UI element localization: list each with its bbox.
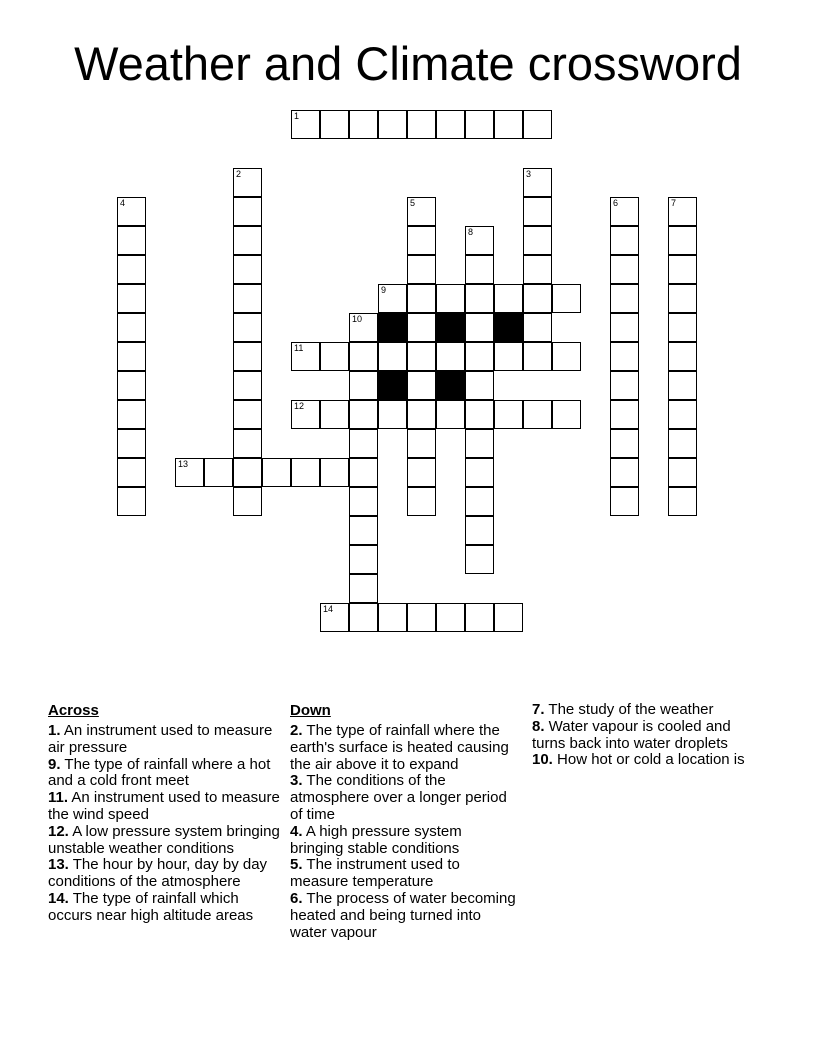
clue-item bbox=[532, 719, 758, 753]
grid-cell[interactable] bbox=[610, 342, 639, 371]
grid-block-cell bbox=[494, 313, 523, 342]
grid-cell[interactable] bbox=[378, 284, 407, 313]
grid-cell[interactable] bbox=[233, 487, 262, 516]
grid-block-cell bbox=[436, 371, 465, 400]
grid-cell[interactable] bbox=[552, 284, 581, 313]
clue-item bbox=[48, 891, 284, 925]
clue-item-text: An instrument used to measure the wind speed bbox=[48, 789, 280, 823]
clue-item-number: 7. bbox=[532, 701, 545, 718]
clue-item bbox=[532, 702, 758, 719]
grid-cell[interactable] bbox=[436, 284, 465, 313]
grid-cell[interactable] bbox=[407, 458, 436, 487]
grid-cell[interactable] bbox=[320, 458, 349, 487]
grid-cell[interactable] bbox=[407, 284, 436, 313]
grid-cell[interactable] bbox=[233, 400, 262, 429]
grid-cell[interactable] bbox=[407, 429, 436, 458]
grid-cell[interactable] bbox=[349, 371, 378, 400]
grid-cell[interactable] bbox=[378, 400, 407, 429]
clue-item bbox=[290, 857, 516, 891]
grid-cell[interactable] bbox=[668, 371, 697, 400]
clue-item-number: 11. bbox=[48, 789, 69, 807]
grid-cell[interactable] bbox=[175, 458, 204, 487]
grid-cell[interactable] bbox=[523, 226, 552, 255]
clue-item-text: The type of rainfall where a hot and a cold front meet bbox=[48, 755, 271, 790]
clue-number: 2 bbox=[236, 169, 242, 179]
clue-item-text: Water vapour is cooled and turns back into water droplets bbox=[532, 717, 731, 752]
grid-cell[interactable] bbox=[668, 342, 697, 371]
grid-cell[interactable] bbox=[668, 284, 697, 313]
down-clues bbox=[290, 702, 516, 956]
grid-cell[interactable] bbox=[465, 487, 494, 516]
grid-cell[interactable] bbox=[668, 429, 697, 458]
grid-cell[interactable] bbox=[233, 168, 262, 197]
grid-cell[interactable] bbox=[465, 545, 494, 574]
clue-item bbox=[290, 723, 516, 773]
grid-cell[interactable] bbox=[436, 603, 465, 632]
grid-cell[interactable] bbox=[407, 487, 436, 516]
grid-cell[interactable] bbox=[407, 110, 436, 139]
clue-item-number: 9. bbox=[48, 755, 61, 773]
grid-cell[interactable] bbox=[523, 313, 552, 342]
grid-cell[interactable] bbox=[465, 516, 494, 545]
clue-item-text: The type of rainfall which occurs near high altitude areas bbox=[48, 889, 254, 924]
grid-cell[interactable] bbox=[233, 371, 262, 400]
grid-cell[interactable] bbox=[465, 400, 494, 429]
grid-cell[interactable] bbox=[523, 110, 552, 139]
clue-item bbox=[290, 891, 516, 941]
clue-item-number: 2. bbox=[290, 722, 303, 739]
grid-block-cell bbox=[378, 371, 407, 400]
grid-cell[interactable] bbox=[552, 400, 581, 429]
clue-number: 10 bbox=[352, 314, 363, 324]
grid-cell[interactable] bbox=[610, 458, 639, 487]
clue-number: 4 bbox=[120, 198, 126, 208]
clue-item-text: The conditions of the atmosphere over a longer period of time bbox=[290, 772, 507, 823]
clue-item bbox=[48, 757, 284, 791]
grid-cell[interactable] bbox=[349, 545, 378, 574]
grid-cell[interactable] bbox=[349, 516, 378, 545]
grid-cell[interactable] bbox=[117, 400, 146, 429]
grid-cell[interactable] bbox=[436, 400, 465, 429]
grid-cell[interactable] bbox=[407, 197, 436, 226]
grid-cell[interactable] bbox=[204, 458, 233, 487]
grid-cell[interactable] bbox=[610, 487, 639, 516]
grid-cell[interactable] bbox=[349, 574, 378, 603]
grid-cell[interactable] bbox=[465, 371, 494, 400]
grid-cell[interactable] bbox=[610, 371, 639, 400]
grid-cell[interactable] bbox=[465, 342, 494, 371]
grid-cell[interactable] bbox=[117, 429, 146, 458]
grid-cell[interactable] bbox=[465, 255, 494, 284]
grid-cell[interactable] bbox=[668, 487, 697, 516]
grid-cell[interactable] bbox=[465, 458, 494, 487]
grid-cell[interactable] bbox=[349, 458, 378, 487]
clue-number: 13 bbox=[178, 459, 189, 469]
grid-cell[interactable] bbox=[668, 313, 697, 342]
grid-cell[interactable] bbox=[610, 429, 639, 458]
clue-number: 6 bbox=[613, 198, 619, 208]
clue-item bbox=[532, 752, 758, 769]
grid-cell[interactable] bbox=[233, 255, 262, 284]
grid-cell[interactable] bbox=[320, 400, 349, 429]
clue-item bbox=[48, 857, 284, 891]
clue-number: 12 bbox=[294, 401, 305, 411]
clue-item-number: 5. bbox=[290, 856, 303, 874]
clue-item bbox=[48, 723, 284, 757]
grid-cell[interactable] bbox=[465, 429, 494, 458]
clue-item-text: The instrument used to measure temperature bbox=[290, 856, 460, 891]
grid-cell[interactable] bbox=[552, 342, 581, 371]
grid-cell[interactable] bbox=[523, 197, 552, 226]
grid-cell[interactable] bbox=[349, 487, 378, 516]
grid-cell[interactable] bbox=[610, 284, 639, 313]
grid-cell[interactable] bbox=[320, 603, 349, 632]
grid-cell[interactable] bbox=[407, 313, 436, 342]
clue-number: 9 bbox=[381, 285, 387, 295]
grid-cell[interactable] bbox=[291, 400, 320, 429]
clue-number: 5 bbox=[410, 198, 416, 208]
across-clue-list bbox=[48, 723, 284, 925]
clue-item-text: The type of rainfall where the earth's surface is heated causing the air above it to expand bbox=[290, 722, 509, 773]
grid-cell[interactable] bbox=[320, 342, 349, 371]
clue-item-number: 1. bbox=[48, 722, 61, 739]
clue-item bbox=[48, 824, 284, 858]
grid-cell[interactable] bbox=[349, 429, 378, 458]
grid-cell[interactable] bbox=[668, 226, 697, 255]
grid-cell[interactable] bbox=[523, 342, 552, 371]
clue-item-number: 14. bbox=[48, 889, 69, 907]
grid-cell[interactable] bbox=[610, 400, 639, 429]
grid-cell[interactable] bbox=[349, 400, 378, 429]
grid-cell[interactable] bbox=[668, 458, 697, 487]
clue-item-number: 4. bbox=[290, 822, 303, 840]
grid-cell[interactable] bbox=[407, 342, 436, 371]
grid-cell[interactable] bbox=[610, 313, 639, 342]
grid-cell[interactable] bbox=[610, 255, 639, 284]
grid-cell[interactable] bbox=[291, 458, 320, 487]
grid-cell[interactable] bbox=[436, 110, 465, 139]
grid-cell[interactable] bbox=[668, 255, 697, 284]
grid-cell[interactable] bbox=[233, 429, 262, 458]
clue-item-number: 8. bbox=[532, 717, 545, 735]
grid-cell[interactable] bbox=[523, 284, 552, 313]
grid-cell[interactable] bbox=[465, 110, 494, 139]
grid-cell[interactable] bbox=[117, 284, 146, 313]
grid-block-cell bbox=[436, 313, 465, 342]
down-clue-list-continued bbox=[532, 702, 758, 769]
grid-cell[interactable] bbox=[494, 342, 523, 371]
clue-number: 7 bbox=[671, 198, 677, 208]
clue-number: 11 bbox=[294, 343, 304, 353]
grid-cell[interactable] bbox=[233, 226, 262, 255]
grid-cell[interactable] bbox=[233, 458, 262, 487]
clue-item-number: 12. bbox=[48, 822, 69, 840]
clue-item-text: How hot or cold a location is bbox=[552, 751, 745, 769]
grid-cell[interactable] bbox=[117, 255, 146, 284]
down-clue-list bbox=[290, 723, 516, 941]
grid-cell[interactable] bbox=[465, 603, 494, 632]
down-clues-continued bbox=[532, 702, 758, 769]
grid-cell[interactable] bbox=[407, 400, 436, 429]
grid-cell[interactable] bbox=[465, 284, 494, 313]
grid-cell[interactable] bbox=[233, 342, 262, 371]
grid-cell[interactable] bbox=[407, 371, 436, 400]
grid-cell[interactable] bbox=[349, 313, 378, 342]
grid-cell[interactable] bbox=[233, 284, 262, 313]
grid-cell[interactable] bbox=[465, 226, 494, 255]
clue-item bbox=[290, 773, 516, 823]
grid-cell[interactable] bbox=[494, 400, 523, 429]
grid-cell[interactable] bbox=[407, 603, 436, 632]
clue-item-number: 3. bbox=[290, 772, 303, 790]
grid-cell[interactable] bbox=[349, 342, 378, 371]
grid-cell[interactable] bbox=[349, 110, 378, 139]
clue-number: 3 bbox=[526, 169, 532, 179]
grid-cell[interactable] bbox=[320, 110, 349, 139]
grid-cell[interactable] bbox=[117, 342, 146, 371]
grid-cell[interactable] bbox=[523, 168, 552, 197]
grid-cell[interactable] bbox=[378, 603, 407, 632]
clue-item-number: 10. bbox=[532, 751, 553, 769]
clue-item-text: An instrument used to measure air pressure bbox=[48, 722, 273, 756]
grid-cell[interactable] bbox=[378, 110, 407, 139]
grid-cell[interactable] bbox=[610, 197, 639, 226]
grid-cell[interactable] bbox=[494, 284, 523, 313]
grid-cell[interactable] bbox=[117, 487, 146, 516]
clue-item-text: The study of the weather bbox=[544, 701, 714, 718]
clue-item-text: A low pressure system bringing unstable weather conditions bbox=[48, 822, 280, 857]
grid-cell[interactable] bbox=[117, 197, 146, 226]
grid-cell[interactable] bbox=[262, 458, 291, 487]
grid-cell[interactable] bbox=[610, 226, 639, 255]
page-title: Weather and Climate crossword bbox=[74, 37, 742, 90]
across-clues bbox=[48, 702, 284, 925]
grid-cell[interactable] bbox=[523, 400, 552, 429]
grid-cell[interactable] bbox=[291, 110, 320, 139]
grid-cell[interactable] bbox=[117, 313, 146, 342]
grid-cell[interactable] bbox=[117, 226, 146, 255]
across-heading: Across bbox=[48, 702, 99, 719]
grid-cell[interactable] bbox=[117, 371, 146, 400]
grid-cell[interactable] bbox=[407, 226, 436, 255]
grid-cell[interactable] bbox=[349, 603, 378, 632]
clue-item-text: The hour by hour, day by day conditions of the atmosphere bbox=[48, 856, 268, 891]
clue-item bbox=[48, 790, 284, 824]
clue-item-number: 13. bbox=[48, 856, 69, 874]
clue-number: 8 bbox=[468, 227, 474, 237]
down-heading: Down bbox=[290, 702, 331, 719]
grid-cell[interactable] bbox=[465, 313, 494, 342]
grid-cell[interactable] bbox=[523, 255, 552, 284]
grid-cell[interactable] bbox=[668, 400, 697, 429]
grid-cell[interactable] bbox=[378, 342, 407, 371]
clue-item-text: The process of water becoming heated and being turned into water vapour bbox=[290, 889, 516, 941]
clue-number: 1 bbox=[294, 111, 300, 121]
grid-cell[interactable] bbox=[233, 197, 262, 226]
grid-cell[interactable] bbox=[494, 603, 523, 632]
grid-cell[interactable] bbox=[233, 313, 262, 342]
clue-item-number: 6. bbox=[290, 889, 303, 907]
grid-block-cell bbox=[378, 313, 407, 342]
grid-cell[interactable] bbox=[436, 342, 465, 371]
clue-item-text: A high pressure system bringing stable conditions bbox=[290, 822, 462, 857]
grid-cell[interactable] bbox=[407, 255, 436, 284]
grid-cell[interactable] bbox=[668, 197, 697, 226]
grid-cell[interactable] bbox=[291, 342, 320, 371]
clue-item bbox=[290, 824, 516, 858]
clue-number: 14 bbox=[323, 604, 334, 614]
grid-cell[interactable] bbox=[117, 458, 146, 487]
grid-cell[interactable] bbox=[494, 110, 523, 139]
